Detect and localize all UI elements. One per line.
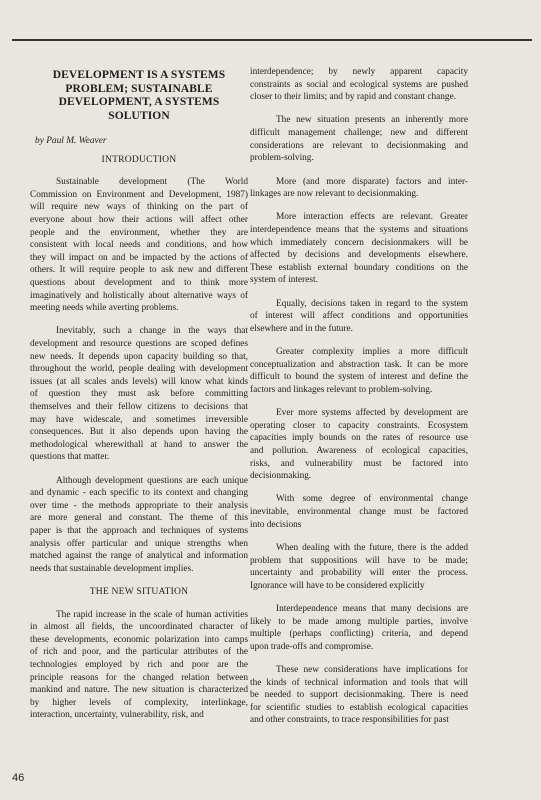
- right-column: [250, 66, 468, 738]
- text-line: may have widescale, and sometimes irreversible: [30, 414, 248, 425]
- paragraph: [30, 475, 248, 576]
- text-line: matched against the range of analytical and information: [30, 551, 248, 562]
- text-line: methodological wherewithall at hand to answer the: [30, 439, 248, 450]
- text-line: linkages are now relevant to decisionmaking.: [250, 189, 419, 200]
- text-line: of question they must ask before committing: [30, 389, 248, 400]
- text-line: The rapid increase in the scale of human activities: [56, 609, 248, 620]
- text-line: decisionmaking.: [250, 471, 312, 482]
- paragraph: [250, 407, 468, 483]
- text-line: new needs. It depends upon capacity building so that,: [30, 351, 248, 362]
- text-line: These establish external boundary conditions on the: [250, 262, 468, 273]
- text-line: mankind and nature. The new situation is characterized: [30, 685, 248, 696]
- text-line: principle reasons for the changed relation between: [30, 672, 248, 683]
- paragraph: [250, 346, 468, 396]
- text-line: for scientific studies to establish ecological capacities: [250, 702, 468, 713]
- text-line: consequences. But it also depends upon having the: [30, 427, 248, 438]
- text-line: operating closer to capacity constraints. Ecosystem: [250, 420, 468, 431]
- text-line: and dynamic - each specific to its context and changing: [30, 488, 248, 499]
- title-line: SOLUTION: [108, 109, 170, 122]
- text-line: others. It will require people to ask new and different: [30, 265, 248, 276]
- paragraph: [30, 325, 248, 464]
- text-line: Inevitably, such a change in the ways that: [56, 326, 248, 337]
- text-line: risks, and vulnerability must be factored into: [250, 458, 468, 469]
- text-line: Greater complexity implies a more difficult: [276, 347, 468, 358]
- text-line: paper is that the approach and techniques of systems: [30, 526, 248, 536]
- text-line: Sustainable development (The World: [56, 177, 248, 188]
- text-line: questions about development and to think more: [30, 277, 248, 288]
- text-line: themselves and their fellow citizens to decisions that: [30, 401, 248, 412]
- text-line: of interest will affect conditions and opportunities: [250, 311, 468, 322]
- text-line: imaginatively and holistically about alternative ways of: [30, 290, 248, 301]
- text-line: by higher levels of complexity, interlinkage,: [30, 697, 248, 708]
- text-line: upon trade-offs and compromise.: [250, 641, 374, 652]
- text-line: Ignorance will have to be considered explicitly: [250, 580, 425, 591]
- text-line: needs that sustainable development implies.: [30, 563, 194, 574]
- paragraph: [250, 493, 468, 531]
- paragraph: [250, 664, 468, 727]
- text-line: development and resource questions are scoped defines: [30, 339, 248, 349]
- text-line: everyone about how their actions will affect other: [30, 214, 248, 225]
- new-situation-body: [30, 609, 248, 722]
- text-line: people and the environment, whether they are: [30, 227, 248, 238]
- text-line: technologies employed by rich and poor are the: [30, 660, 248, 671]
- title-line: DEVELOPMENT IS A SYSTEMS: [52, 69, 226, 81]
- text-line: are more general and constant. The theme of this: [30, 513, 248, 524]
- text-line: problem that suppositions will have to be made;: [250, 555, 468, 566]
- text-line: conceptualization and abstraction task. It can be more: [250, 359, 468, 370]
- text-line: questions that matter.: [30, 452, 110, 463]
- text-line: in almost all fields, the uncoordinated character of: [30, 622, 248, 633]
- text-line: Interdependence means that many decisions are: [276, 603, 468, 614]
- header-rule: [12, 39, 532, 41]
- text-line: will require new ways of thinking on the part of: [30, 202, 248, 213]
- page-number: 46: [12, 772, 25, 784]
- text-line: With some degree of environmental change: [276, 494, 468, 505]
- text-line: analysis offer particular and unique strengths when: [30, 538, 248, 549]
- text-line: Although development questions are each unique: [56, 475, 248, 486]
- text-line: difficult management challenge; new and different: [250, 128, 468, 139]
- article-title: [30, 69, 248, 123]
- text-line: be needed to support decisionmaking. There is need: [250, 690, 468, 701]
- text-line: More (and more disparate) factors and inter-: [276, 176, 468, 187]
- text-line: interdependence; by newly apparent capacity: [250, 67, 468, 77]
- text-line: closer to their limits; and by rapid and constant change.: [250, 92, 457, 103]
- text-line: issues (at all scales ands levels) will know what kinds: [30, 376, 248, 387]
- text-line: inevitable, environmental change must be factored: [250, 507, 468, 518]
- text-line: which immediately concern decisionmakers will be: [250, 237, 468, 248]
- text-line: likely to be made among multiple parties, involve: [250, 616, 468, 627]
- text-line: uncertainty and probability will enter the process.: [250, 568, 468, 579]
- text-line: capacities imply bounds on the rates of resource use: [250, 433, 468, 444]
- paragraph: [250, 542, 468, 592]
- text-line: consistent with local needs and conditions, and how: [30, 240, 248, 251]
- text-line: The new situation presents an inherently more: [276, 115, 468, 126]
- text-line: constraints as social and ecological systems are pushed: [250, 79, 468, 90]
- author-byline: by Paul M. Weaver: [35, 136, 107, 146]
- text-line: system of interest.: [250, 275, 318, 286]
- text-line: multiple (perhaps conflicting) criteria, and depend: [250, 629, 468, 640]
- text-line: These new considerations have implications for: [276, 665, 468, 676]
- text-line: Commission on Environment and Development, 1987): [30, 189, 248, 200]
- introduction-body: [30, 176, 248, 575]
- left-column: [30, 64, 248, 733]
- text-line: problem-solving.: [250, 153, 314, 164]
- text-line: the kinds of technical information and tools that will: [250, 677, 468, 688]
- paragraph: [250, 66, 468, 104]
- text-line: More interaction effects are relevant. Greater: [276, 212, 468, 223]
- text-line: interaction, uncertainty, vulnerability, risk, and: [30, 710, 204, 721]
- text-line: into decisions: [250, 519, 302, 530]
- paragraph: [250, 114, 468, 164]
- text-line: Ever more systems affected by development are: [276, 408, 468, 419]
- paragraph: [250, 211, 468, 287]
- paragraph: [30, 609, 248, 722]
- title-line: DEVELOPMENT, A SYSTEMS: [58, 96, 220, 108]
- paragraph: [30, 176, 248, 315]
- text-line: When dealing with the future, there is the added: [276, 542, 468, 553]
- paragraph: [250, 603, 468, 653]
- text-line: interdependence means that the systems and situations: [250, 225, 468, 235]
- text-line: they will impact on and be impacted by the actions of: [30, 252, 248, 263]
- text-line: these developments, economic polarization into camps: [30, 634, 248, 645]
- paragraph: [250, 176, 468, 201]
- text-line: considerations are relevant to decisionmaking and: [250, 140, 468, 151]
- text-line: of rich and poor, and the particular attributes of the: [30, 647, 248, 658]
- section-heading-new-situation: THE NEW SITUATION: [89, 586, 189, 598]
- paragraph: [250, 298, 468, 336]
- text-line: Equally, decisions taken in regard to the system: [276, 298, 468, 309]
- text-line: and pollution. Awareness of ecological capacities,: [250, 445, 468, 456]
- text-line: meeting needs while averting problems.: [30, 303, 179, 314]
- text-line: throughout the world, people dealing with development: [30, 364, 248, 375]
- text-line: elsewhere and in the future.: [250, 323, 353, 334]
- text-line: factors and linkages relevant to problem-solving.: [250, 384, 433, 395]
- text-line: affected by decisions and developments elsewhere.: [250, 250, 468, 261]
- title-line: PROBLEM; SUSTAINABLE: [65, 82, 213, 95]
- section-heading-introduction: INTRODUCTION: [101, 153, 177, 165]
- text-line: over time - the methods appropriate to their analysis: [30, 500, 248, 511]
- text-line: and other constraints, to trace responsibilities for past: [250, 715, 449, 726]
- text-line: difficult to bound the system of interest and define the: [250, 372, 468, 383]
